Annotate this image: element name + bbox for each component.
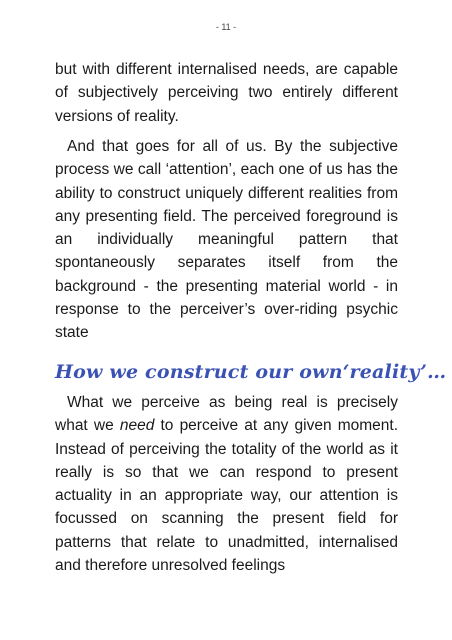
paragraph-attention	[55, 135, 398, 345]
page-number: - 11 -	[215, 22, 237, 32]
paragraph-continuation: but with different internalised needs, are capable of subjectively perceiving two entirely different versions of reality.	[55, 61, 398, 125]
paragraph-attention-text: And that goes for all of us. By the subjective process we call ‘attention’, each one of us has the ability to construct uniquely different realities from any presenting field. The perceived foreground is an individually meaningful pattern that spontaneously separates itself from the background - the presenting material world - in response to the perceiver’s over-riding psychic state	[55, 138, 398, 342]
emphasis-need: need	[119, 417, 155, 435]
section-heading: How we construct our own‘reality’…	[55, 361, 447, 383]
paragraph-perception	[55, 391, 398, 577]
paragraph-perception-text-after: to perceive at any given moment. Instead of perceiving the totality of the world as it really is so that we can respond to present actuality in an appropriate way, our attention is focussed on scanning the present field for patterns that relate to unadmitted, internalised and therefore unresolved feelings	[55, 417, 399, 575]
paragraph-perception-text-before: What we perceive as being real is precisely what we	[55, 394, 398, 435]
